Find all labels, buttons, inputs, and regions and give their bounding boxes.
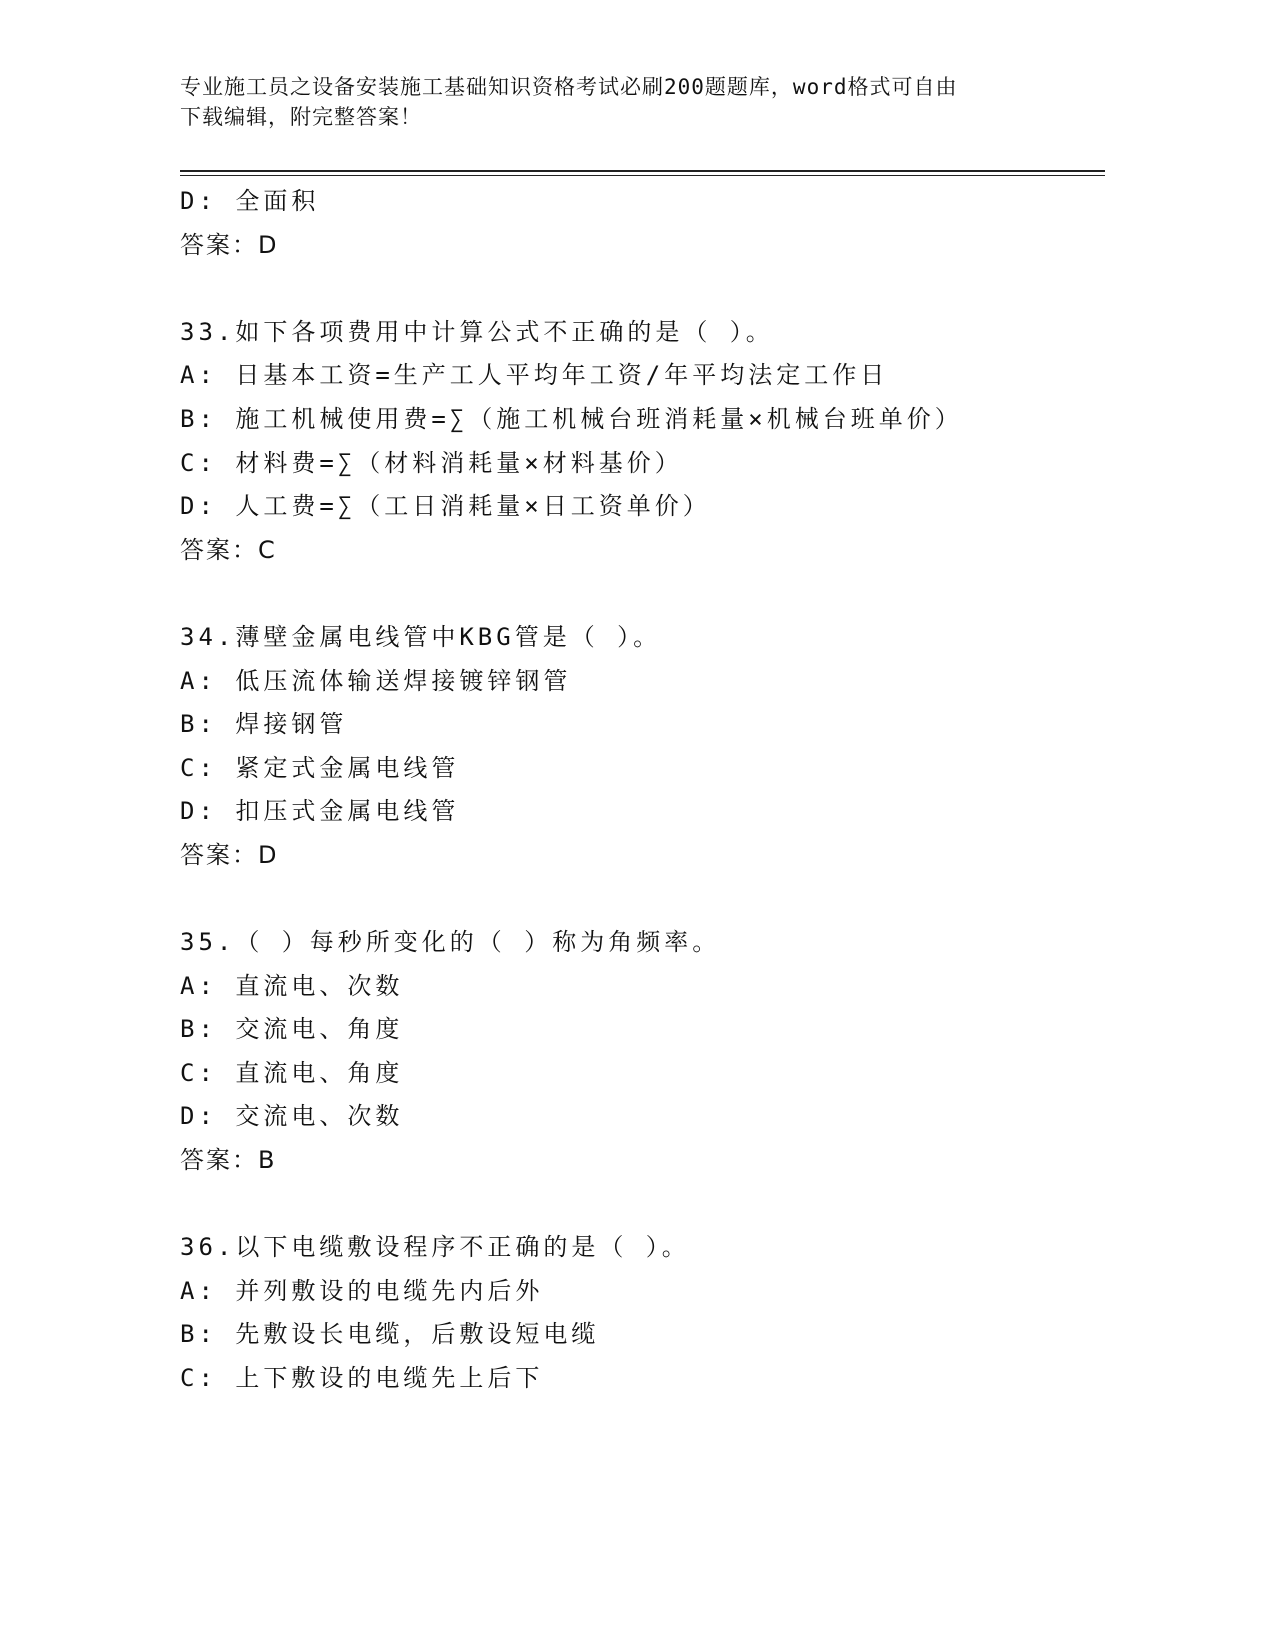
header-title-line-2: 下载编辑，附完整答案！ — [180, 105, 422, 129]
question-35 — [180, 921, 1180, 1183]
prev-question-answer: 答案：D — [180, 230, 279, 259]
option-b: B: 交流电、角度 — [180, 1015, 404, 1044]
option-d: D: 人工费=∑（工日消耗量×日工资单价） — [180, 492, 711, 521]
option-b: B: 先敷设长电缆，后敷设短电缆 — [180, 1320, 600, 1349]
header-divider-thick — [180, 170, 1105, 172]
spacer — [180, 878, 1180, 922]
option-d: D: 扣压式金属电线管 — [180, 797, 460, 826]
option-c: C: 上下敷设的电缆先上后下 — [180, 1364, 544, 1393]
option-c: C: 紧定式金属电线管 — [180, 753, 460, 782]
answer: 答案：B — [180, 1146, 277, 1175]
question-34 — [180, 616, 1180, 878]
spacer — [180, 267, 1180, 311]
question-stem: 36.以下电缆敷设程序不正确的是（ ）。 — [180, 1233, 690, 1262]
option-d: D: 交流电、次数 — [180, 1102, 404, 1131]
option-a: A: 并列敷设的电缆先内后外 — [180, 1276, 544, 1305]
question-33 — [180, 311, 1180, 573]
spacer — [180, 572, 1180, 616]
option-c: C: 直流电、角度 — [180, 1058, 404, 1087]
question-list — [180, 180, 1180, 1401]
answer: 答案：D — [180, 840, 279, 869]
header-title-line-1: 专业施工员之设备安装施工基础知识资格考试必刷200题题库，word格式可自由 — [180, 75, 958, 99]
option-b: B: 施工机械使用费=∑（施工机械台班消耗量×机械台班单价） — [180, 404, 963, 433]
answer: 答案：C — [180, 535, 277, 564]
question-stem: 35.（ ）每秒所变化的（ ）称为角频率。 — [180, 928, 721, 957]
option-b: B: 焊接钢管 — [180, 710, 348, 739]
header-divider-thin — [180, 175, 1105, 176]
option-a: A: 日基本工资=生产工人平均年工资/年平均法定工作日 — [180, 361, 889, 390]
option-a: A: 直流电、次数 — [180, 971, 404, 1000]
question-36 — [180, 1226, 1180, 1400]
spacer — [180, 1183, 1180, 1227]
prev-question-option-d: D: 全面积 — [180, 187, 320, 215]
question-stem: 33.如下各项费用中计算公式不正确的是（ ）。 — [180, 317, 774, 346]
document-header — [180, 72, 1060, 132]
question-stem: 34.薄壁金属电线管中KBG管是（ ）。 — [180, 622, 662, 651]
option-c: C: 材料费=∑（材料消耗量×材料基价） — [180, 448, 683, 477]
option-a: A: 低压流体输送焊接镀锌钢管 — [180, 666, 572, 695]
